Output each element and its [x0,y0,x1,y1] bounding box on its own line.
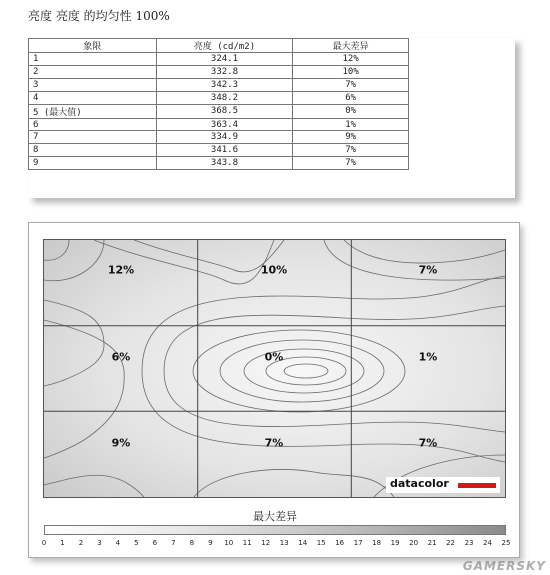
uniformity-table [28,38,409,170]
table-row [29,53,409,66]
quadrant-5-label: 0% [264,350,284,364]
legend-tick: 21 [427,539,437,547]
table-header-row [29,39,409,53]
quadrant-cell: 4 [29,91,157,104]
legend-tick: 8 [189,539,195,547]
quadrant-cell: 6 [29,118,157,131]
uniformity-heatmap-panel [28,222,520,558]
legend-tick: 12 [261,539,271,547]
quadrant-1-label: 12% [107,263,135,277]
legend-tick: 11 [242,539,252,547]
max-diff-cell: 7% [293,78,409,91]
legend-tick: 18 [372,539,382,547]
heatmap-background [44,240,505,497]
legend-tick: 0 [41,539,47,547]
header-max-diff: 最大差异 [293,39,409,53]
header-luminance: 亮度 (cd/m2) [156,39,293,53]
table-row [29,78,409,91]
legend-tick: 25 [501,539,511,547]
legend-title: 最大差异 [253,510,297,523]
datacolor-logo [386,477,500,493]
max-diff-cell: 1% [293,118,409,131]
table-row [29,144,409,157]
quadrant-3-label: 7% [418,263,438,277]
quadrant-cell: 5 (最大值) [29,104,157,118]
legend-tick: 1 [60,539,65,547]
luminance-cell: 363.4 [156,118,293,131]
quadrant-8-label: 7% [264,436,284,450]
quadrant-cell: 8 [29,144,157,157]
max-diff-cell: 9% [293,131,409,144]
luminance-cell: 343.8 [156,157,293,170]
legend-gradient-bar [44,525,506,535]
legend-ticks [41,539,511,551]
logo-bar [458,483,496,488]
quadrant-cell: 2 [29,65,157,78]
table-row [29,65,409,78]
quadrant-6-label: 1% [418,350,438,364]
luminance-cell: 324.1 [156,53,293,66]
contour-plot [44,240,505,497]
quadrant-cell: 7 [29,131,157,144]
quadrant-7-label: 9% [111,436,131,450]
legend-tick: 10 [224,539,234,547]
uniformity-heatmap [43,239,506,498]
logo-text: datacolor [390,477,449,490]
legend-tick: 3 [97,539,102,547]
legend-tick: 14 [298,539,308,547]
legend-tick: 16 [335,539,345,547]
luminance-cell: 368.5 [156,104,293,118]
quadrant-cell: 1 [29,53,157,66]
quadrant-2-label: 10% [260,263,288,277]
table-row [29,104,409,118]
legend-tick: 6 [152,539,158,547]
max-diff-cell: 10% [293,65,409,78]
watermark: GAMERSKY [462,559,546,573]
legend-tick: 13 [279,539,289,547]
table-row [29,118,409,131]
max-diff-cell: 12% [293,53,409,66]
luminance-cell: 342.3 [156,78,293,91]
luminance-cell: 332.8 [156,65,293,78]
quadrant-cell: 3 [29,78,157,91]
quadrant-4-label: 6% [111,350,131,364]
quadrant-cell: 9 [29,157,157,170]
table-row [29,157,409,170]
legend-tick: 24 [483,539,492,547]
max-diff-cell: 0% [293,104,409,118]
luminance-cell: 334.9 [156,131,293,144]
uniformity-table-card [28,38,515,198]
legend-tick: 4 [115,539,121,547]
legend-tick: 19 [390,539,400,547]
max-diff-cell: 7% [293,157,409,170]
max-diff-cell: 6% [293,91,409,104]
legend-tick: 9 [208,539,213,547]
legend-tick: 17 [353,539,363,547]
header-quadrant: 象限 [29,39,157,53]
legend-tick: 7 [171,539,176,547]
max-diff-cell: 7% [293,144,409,157]
quadrant-9-label: 7% [418,436,438,450]
legend-tick: 22 [446,539,456,547]
legend-tick: 15 [316,539,326,547]
legend-tick: 23 [464,539,474,547]
luminance-cell: 348.2 [156,91,293,104]
legend-tick: 5 [134,539,139,547]
legend-tick: 20 [409,539,419,547]
table-row [29,131,409,144]
luminance-cell: 341.6 [156,144,293,157]
legend-tick: 2 [78,539,84,547]
table-row [29,91,409,104]
page-title: 亮度 亮度 的均匀性 100% [28,9,170,23]
